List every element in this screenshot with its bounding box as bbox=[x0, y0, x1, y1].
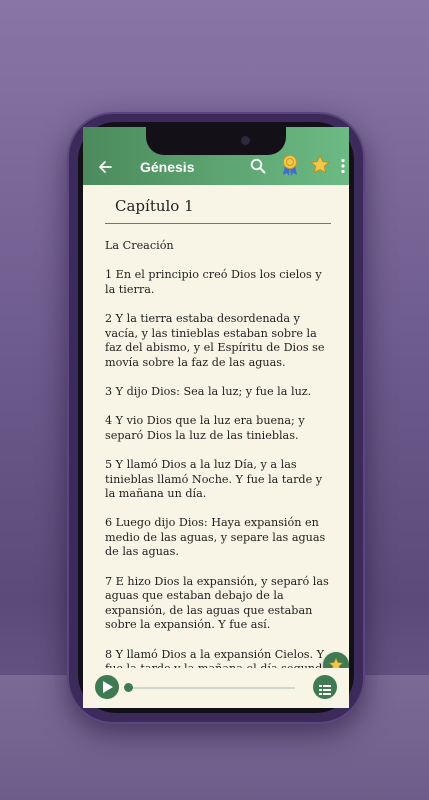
verse[interactable]: 8 Y llamó Dios a la expansión Cielos. Y bbox=[105, 647, 325, 661]
slider-thumb[interactable] bbox=[124, 683, 133, 692]
search-icon[interactable] bbox=[250, 158, 266, 174]
verse[interactable]: 1 En el principio creó Dios los cielos y la tierra. bbox=[105, 268, 322, 296]
chapter-title: Capítulo 1 bbox=[115, 197, 194, 215]
verse[interactable]: 3 Y dijo Dios: Sea la luz; y fue la luz. bbox=[105, 384, 312, 398]
phone-frame bbox=[67, 112, 365, 724]
award-ribbon-icon[interactable] bbox=[281, 154, 299, 176]
chapter-divider bbox=[105, 223, 331, 224]
page-title: Génesis bbox=[140, 159, 195, 175]
camera-icon bbox=[241, 136, 250, 145]
list-icon bbox=[319, 682, 331, 692]
section-heading: La Creación bbox=[105, 239, 174, 252]
chapter-list-button[interactable] bbox=[313, 675, 337, 699]
app-screen bbox=[83, 127, 349, 708]
verse[interactable]: 6 Luego dijo Dios: Haya expansión en medio de las aguas, y separe las aguas de las aguas. bbox=[105, 516, 326, 559]
play-icon bbox=[103, 681, 113, 693]
phone-bezel bbox=[78, 122, 354, 713]
verse[interactable]: 2 Y la tierra estaba desordenada y vacía, y las tinieblas estaban sobre la faz del abismo, y el Espíritu de Dios se movía sobre la faz de las aguas. bbox=[105, 311, 325, 369]
phone-notch bbox=[146, 127, 286, 155]
verse[interactable]: 7 E hizo Dios la expansión, y separó las aguas que estaban debajo de la expansión, de las aguas que estaban sobre la expansión. Y fue así. bbox=[105, 574, 329, 632]
audio-player-bar bbox=[83, 668, 349, 708]
star-icon[interactable] bbox=[309, 154, 331, 176]
verse[interactable]: 4 Y vio Dios que la luz era buena; y separó Dios la luz de las tinieblas. bbox=[105, 414, 305, 442]
more-vertical-icon[interactable] bbox=[340, 158, 346, 174]
play-button[interactable] bbox=[95, 675, 119, 699]
audio-progress-slider[interactable] bbox=[127, 687, 295, 689]
verse[interactable]: 5 Y llamó Dios a la luz Día, y a las tinieblas llamó Noche. Y fue la tarde y la mañana un día. bbox=[105, 457, 323, 501]
arrow-left-icon[interactable] bbox=[98, 160, 112, 174]
chapter-text bbox=[105, 239, 335, 664]
